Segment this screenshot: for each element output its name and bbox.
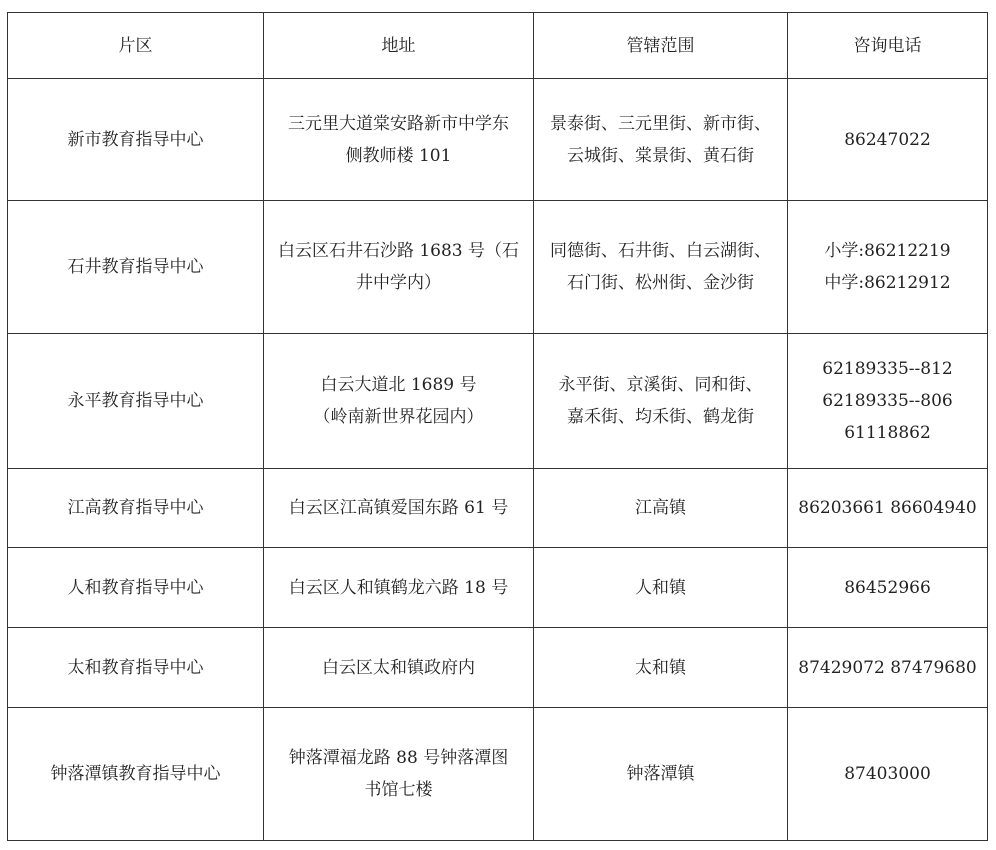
phone-cell bbox=[788, 548, 988, 628]
table-row bbox=[8, 334, 988, 469]
address-cell bbox=[264, 334, 534, 469]
scope-line: 云城街、棠景街、黄石街 bbox=[567, 145, 754, 166]
table-row bbox=[8, 708, 988, 841]
address-line: 白云区石井石沙路 1683 号（石 bbox=[277, 241, 520, 261]
phone-line: 62189335--812 bbox=[822, 359, 953, 379]
table-row bbox=[8, 548, 988, 628]
phone-line: 小学:86212219 bbox=[824, 241, 951, 261]
district-cell: 江高教育指导中心 bbox=[8, 469, 264, 548]
address-cell bbox=[264, 548, 534, 628]
scope-line: 嘉禾街、均禾街、鹤龙街 bbox=[567, 407, 754, 427]
address-cell bbox=[264, 628, 534, 708]
table-row bbox=[8, 79, 988, 201]
education-center-table bbox=[7, 12, 988, 841]
phone-cell bbox=[788, 334, 988, 469]
phone-line: 62189335--806 bbox=[822, 391, 953, 411]
district-cell: 新市教育指导中心 bbox=[8, 79, 264, 201]
scope-cell bbox=[534, 628, 788, 708]
district-cell: 永平教育指导中心 bbox=[8, 334, 264, 469]
scope-line: 人和镇 bbox=[635, 577, 686, 598]
address-cell bbox=[264, 708, 534, 841]
phone-line: 86247022 bbox=[844, 129, 931, 150]
scope-cell bbox=[534, 469, 788, 548]
scope-cell bbox=[534, 334, 788, 469]
table-header-row bbox=[8, 13, 988, 79]
district-cell: 钟落潭镇教育指导中心 bbox=[8, 708, 264, 841]
table-row bbox=[8, 201, 988, 334]
table-row bbox=[8, 469, 988, 548]
scope-line: 永平街、京溪街、同和街、 bbox=[558, 375, 763, 395]
phone-cell bbox=[788, 708, 988, 841]
address-cell bbox=[264, 79, 534, 201]
address-line: （岭南新世界花园内） bbox=[313, 407, 484, 427]
scope-line: 江高镇 bbox=[635, 498, 686, 518]
scope-line: 钟落潭镇 bbox=[626, 764, 695, 784]
scope-cell bbox=[534, 201, 788, 334]
scope-line: 景泰街、三元里街、新市街、 bbox=[550, 113, 771, 134]
phone-cell bbox=[788, 469, 988, 548]
phone-cell bbox=[788, 79, 988, 201]
address-line: 白云大道北 1689 号 bbox=[320, 375, 477, 395]
address-line: 三元里大道棠安路新市中学东 bbox=[288, 113, 509, 134]
address-line: 钟落潭福龙路 88 号钟落潭图 bbox=[288, 748, 509, 768]
header-district: 片区 bbox=[8, 13, 264, 79]
phone-line: 中学:86212912 bbox=[824, 273, 951, 293]
address-line: 白云区江高镇爱国东路 61 号 bbox=[288, 498, 509, 518]
table-row bbox=[8, 628, 988, 708]
header-address: 地址 bbox=[264, 13, 534, 79]
phone-line: 86203661 86604940 bbox=[798, 498, 977, 518]
header-scope: 管辖范围 bbox=[534, 13, 788, 79]
phone-line: 61118862 bbox=[844, 423, 931, 443]
district-cell: 人和教育指导中心 bbox=[8, 548, 264, 628]
address-line: 白云区人和镇鹤龙六路 18 号 bbox=[288, 577, 509, 598]
scope-cell bbox=[534, 708, 788, 841]
address-line: 书馆七楼 bbox=[364, 780, 433, 800]
address-line: 侧教师楼 101 bbox=[345, 145, 452, 166]
phone-cell bbox=[788, 628, 988, 708]
scope-cell bbox=[534, 548, 788, 628]
district-cell: 石井教育指导中心 bbox=[8, 201, 264, 334]
header-phone: 咨询电话 bbox=[788, 13, 988, 79]
address-line: 井中学内） bbox=[356, 273, 441, 293]
phone-line: 87403000 bbox=[844, 764, 931, 784]
scope-line: 石门街、松州街、金沙街 bbox=[567, 273, 754, 293]
address-line: 白云区太和镇政府内 bbox=[322, 657, 475, 678]
scope-line: 太和镇 bbox=[635, 657, 686, 678]
district-cell: 太和教育指导中心 bbox=[8, 628, 264, 708]
address-cell bbox=[264, 201, 534, 334]
address-cell bbox=[264, 469, 534, 548]
phone-cell bbox=[788, 201, 988, 334]
phone-line: 87429072 87479680 bbox=[798, 657, 977, 678]
scope-cell bbox=[534, 79, 788, 201]
scope-line: 同德街、石井街、白云湖街、 bbox=[550, 241, 771, 261]
education-center-table-container bbox=[7, 12, 987, 841]
phone-line: 86452966 bbox=[844, 577, 931, 598]
